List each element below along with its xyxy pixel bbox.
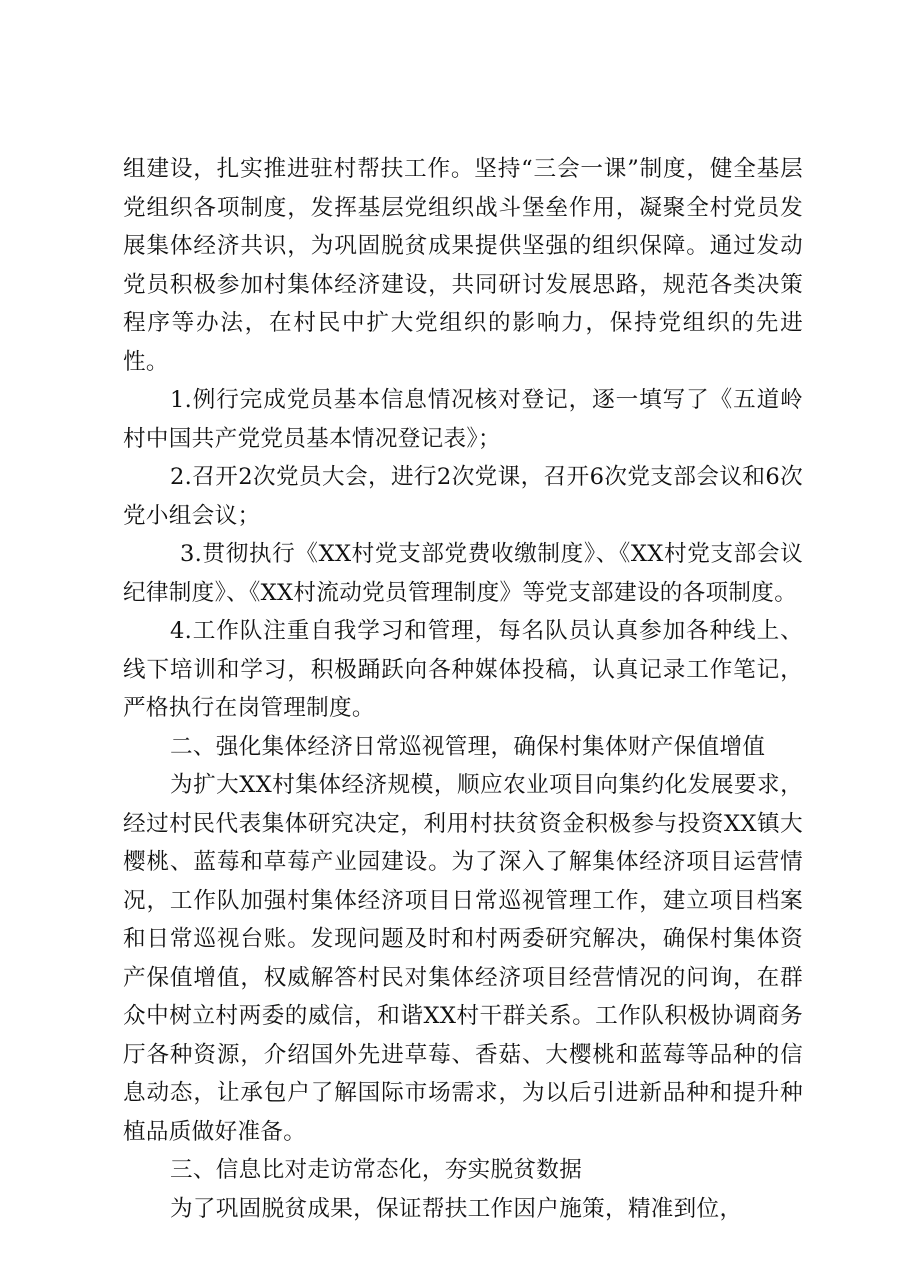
section-heading-2: 二、强化集体经济日常巡视管理，确保村集体财产保值增值 xyxy=(170,733,766,760)
section-3-body: 为了巩固脱贫成果，保证帮扶工作因户施策，精准到位， xyxy=(170,1195,743,1222)
section-heading-3: 三、信息比对走访常态化，夯实脱贫数据 xyxy=(170,1157,583,1183)
paragraph-intro-continued: 组建设，扎实推进驻村帮扶工作。坚持“三会一课”制度，健全基层党组织各项制度，发挥基层党组织战斗堡垒作用，凝聚全村党员发展集体经济共识，为巩固脱贫成果提供坚强的组织保障。通过发动党员积极参加村集体经济建设，共同研讨发展思路，规范各类决策程序等办法，在村民中扩大党组织的影响力，保持党组织的先进性。 xyxy=(123,156,803,375)
list-item-2: 2.召开2次党员大会，进行2次党课，召开6次党支部会议和6次党小组会议； xyxy=(123,464,803,529)
list-item-4: 4.工作队注重自我学习和管理，每名队员认真参加各种线上、线下培训和学习，积极踊跃向各种媒体投稿，认真记录工作笔记，严格执行在岗管理制度。 xyxy=(123,618,803,721)
document-body xyxy=(123,150,803,1228)
section-2-body: 为扩大XX村集体经济规模，顺应农业项目向集约化发展要求，经过村民代表集体研究决定，利用村扶贫资金积极参与投资XX镇大樱桃、蓝莓和草莓产业园建设。为了深入了解集体经济项目运营情况，工作队加强村集体经济项目日常巡视管理工作，建立项目档案和日常巡视台账。发现问题及时和村两委研究解决，确保村集体资产保值增值，权威解答村民对集体经济项目经营情况的问询，在群众中树立村两委的威信，和谐XX村干群关系。工作队积极协调商务厅各种资源，介绍国外先进草莓、香菇、大樱桃和蓝莓等品种的信息动态，让承包户了解国际市场需求，为以后引进新品种和提升种植品质做好准备。 xyxy=(123,772,803,1145)
list-item-1: 1.例行完成党员基本信息情况核对登记，逐一填写了《五道岭村中国共产党党员基本情况登记表》； xyxy=(123,387,803,452)
list-item-3: 3.贯彻执行《XX村党支部党费收缴制度》、《XX村党支部会议纪律制度》、《XX村流动党员管理制度》等党支部建设的各项制度。 xyxy=(123,541,803,606)
